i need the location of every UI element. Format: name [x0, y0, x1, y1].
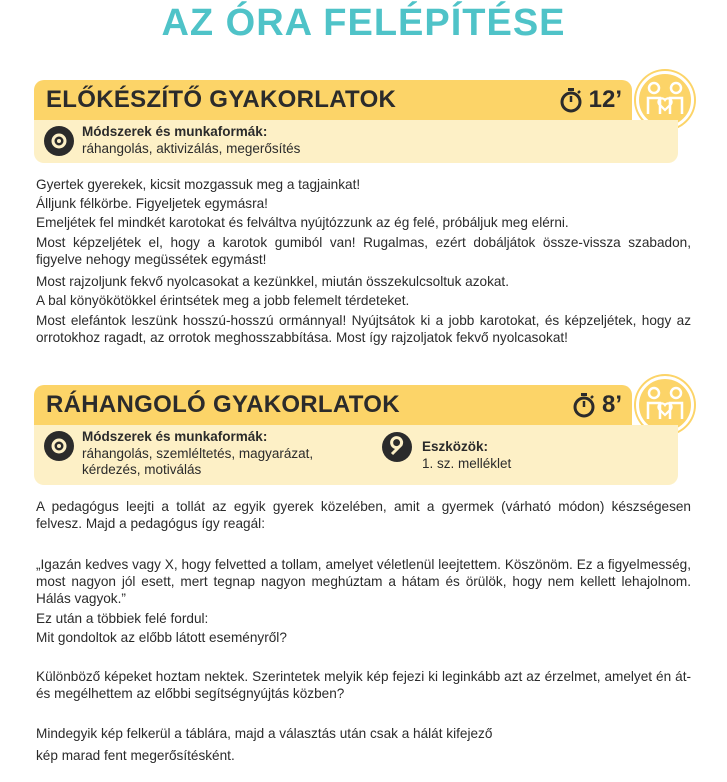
- paragraph: Álljunk félkörbe. Figyeljetek egymásra!: [36, 196, 268, 211]
- methods-heading: Módszerek és munkaformák:: [82, 429, 268, 444]
- paragraph: „Igazán kedves vagy X, hogy felvetted a tollam, amelyet véletlenül leejtettem. Köszönöm. Ez a figyelmesség, most nagyon jól esett, mert tegnap nagyon meghúztam a hátam és örülök, hogy nem kellett lehajolnom. Hálás vagyok.”: [36, 557, 691, 606]
- paragraph: Most rajzoljunk fekvő nyolcasokat a kezünkkel, miután összekulcsoltuk azokat.: [36, 274, 509, 289]
- section-header-bar: [34, 385, 632, 425]
- duration: [572, 391, 622, 419]
- methods-text: ráhangolás, szemléltetés, magyarázat, kérdezés, motiválás: [82, 446, 314, 477]
- paragraph: Emeljétek fel mindkét karotokat és felváltva nyújtózzunk az ég felé, próbáljuk meg elérni.: [36, 215, 569, 230]
- paragraph: A bal könyökötökkel érintsétek meg a jobb felemelt térdeteket.: [36, 293, 410, 308]
- duration: [559, 86, 622, 114]
- section-title: RÁHANGOLÓ GYAKORLATOK: [46, 391, 400, 418]
- paragraph: Mit gondoltok az előbb látott eseményről?: [36, 630, 287, 645]
- duration-value: 12’: [588, 86, 622, 113]
- gear-head-icon: [44, 431, 74, 461]
- methods-box: [34, 425, 678, 485]
- paragraph: Gyertek gyerekek, kicsit mozgassuk meg a tagjainkat!: [36, 177, 361, 192]
- paragraph: A pedagógus leejti a tollát az egyik gyerek közelében, amit a gyermek (várható módon) készségesen felvesz. Majd a pedagógus így reagál:: [36, 499, 691, 531]
- methods-box: [34, 120, 678, 163]
- methods-text: ráhangolás, aktivizálás, megerősítés: [82, 141, 301, 156]
- stopwatch-icon: [572, 392, 596, 418]
- tools-text: 1. sz. melléklet: [422, 456, 512, 471]
- stopwatch-icon: [559, 87, 583, 113]
- methods-heading: Módszerek és munkaformák:: [82, 124, 268, 139]
- tools-heading: Eszközök:: [422, 439, 489, 454]
- duration-value: 8’: [601, 391, 622, 418]
- section-title: ELŐKÉSZÍTŐ GYAKORLATOK: [46, 86, 397, 113]
- page-title: AZ ÓRA FELÉPÍTÉSE: [161, 2, 566, 44]
- paragraph: Most elefántok leszünk hosszú-hosszú ormánnyal! Nyújtsátok ki a jobb karotokat, és képzeljétek, hogy az orrotokhoz ragadt, az orrotok meghosszabbítása. Most így rajzoljatok fekvő nyolcasokat!: [36, 313, 691, 345]
- paragraph: kép marad fent megerősítésként.: [36, 748, 235, 763]
- paragraph: Mindegyik kép felkerül a táblára, majd a választás után csak a hálát kifejező: [36, 726, 493, 741]
- paragraph: Különböző képeket hoztam nektek. Szerintetek melyik kép fejezi ki leginkább azt az érzelmet, amelyet én át-és megélhettem az előbbi segítségnyújtás közben?: [36, 669, 691, 701]
- paragraph: Ez után a többiek felé fordul:: [36, 611, 209, 626]
- tools-icon: [382, 432, 412, 462]
- gear-head-icon: [44, 126, 74, 156]
- paragraph: Most képzeljétek el, hogy a karotok gumiból van! Rugalmas, ezért dobáljátok össze-vissza szabadon, figyelve nehogy megüssétek egymást!: [36, 235, 691, 267]
- section-header-bar: [34, 80, 632, 120]
